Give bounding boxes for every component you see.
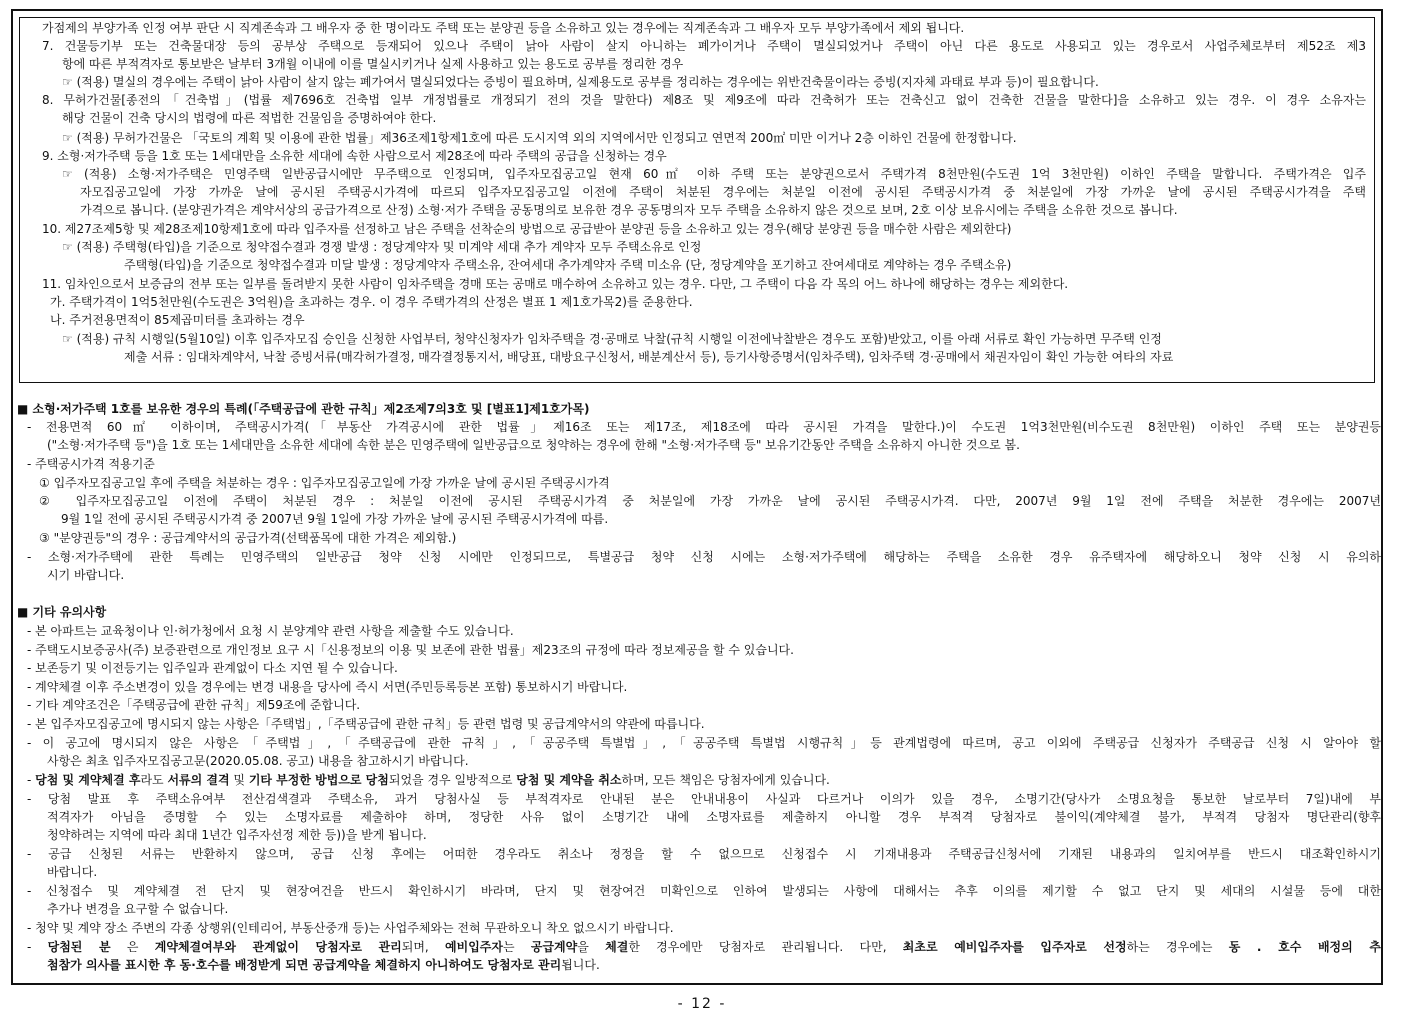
bold-run: 예비입주자 (445, 940, 503, 954)
note-line: - 주택도시보증공사(주) 보증관련으로 개인정보 요구 시「신용정보의 이용 및 보존에 관한 법률」제23조의 규정에 따라 정보제공을 할 수 있습니다. (27, 643, 794, 657)
box-line: 가격으로 봅니다. (분양권가격은 계약서상의 공급가격으로 산정) 소형·저가 주택을 공동명의로 보유한 경우 공동명의자 모두 주택을 소유하지 않은 것으로 보며, 2호 이상 보유시에는 주택을 소유한 것으로 봅니다. (80, 203, 1178, 217)
text-run: 되었을 경우 일방적으로 (388, 773, 517, 787)
bold-run: 동 . 호수 배정의 추 (1228, 940, 1381, 954)
box-line: 자모집공고일에 가장 가까운 날에 공시된 주택공시가격에 따르되 입주자모집공고일 이전에 주택이 처분된 경우에는 처분일 이전에 공시된 주택공시가격 중 처분일에 가장 가까운 날에 공시된 주택공시가격을 주택 (80, 185, 1366, 199)
note-line: - 본 입주자모집공고에 명시되지 않는 사항은「주택법」,「주택공급에 관한 규칙」등 관련 법령 및 공급계약서의 약관에 따릅니다. (27, 717, 705, 731)
bold-run: 최초로 예비입주자를 입주자로 선정 (902, 940, 1127, 954)
text-run: - (27, 773, 36, 787)
bold-run: 당첨 및 계약을 취소 (516, 773, 622, 787)
note-line: 적격자가 아님을 증명할 수 있는 소명자료를 제출하야 하며, 정당한 사유 없이 소명기간 내에 소명자료를 제출하지 아니할 경우 부적격 당첨자로 불이익(계약체결 불가, 부적격 당첨자 명단관리(향후 (47, 810, 1381, 824)
box-line: 제출 서류 : 임대차계약서, 낙찰 증빙서류(매각허가결정, 매각결정통지서, 배당표, 대방요구신청서, 배분계산서 등), 등기사항증명서(임차주택), 임차주택 경·공매에서 채권자임이 확인 가능한 여타의 자료 (124, 350, 1174, 364)
text-run: 라도 (140, 773, 168, 787)
note-line: - 당첨 발표 후 주택소유여부 전산검색결과 주택소유, 과거 당첨사실 등 부적격자로 안내된 분은 안내내용이 사실과 다르거나 이의가 있을 경우, 소명기간(당사가 소명요청을 통보한 날로부터 7일)내에 부 (27, 792, 1381, 806)
bold-run: 공급계약 (530, 940, 578, 954)
box-line: ☞ (적용) 주택형(타입)을 기준으로 청약접수결과 경쟁 발생 : 정당계약자 및 미계약 세대 추가 계약자 모두 주택소유로 인정 (62, 240, 702, 254)
text-run: 되며, (401, 940, 446, 954)
text-run: 한 경우에만 당첨자로 관리됩니다. 다만, (628, 940, 903, 954)
text-run: 하는 경우에는 (1126, 940, 1229, 954)
page-frame (11, 9, 1383, 985)
note-line-bold-winner (27, 939, 1381, 955)
section-heading-small-house: ■ 소형·저가주택 1호를 보유한 경우의 특례(「주택공급에 관한 규칙」제2조제7의3호 및 [별표1]제1호가목) (17, 402, 590, 416)
section-line: 9월 1일 전에 공시된 주택공시가격 중 2007년 9월 1일에 가장 가까운 날에 공시된 주택공시가격에 따름. (61, 512, 609, 526)
text-run: 을 (577, 940, 606, 954)
note-line: - 이 공고에 명시되지 않은 사항은「주택법」,「주택공급에 관한 규칙」,「공공주택 특별법」,「공공주택 특별법 시행규칙」등 관계법령에 따르며, 공고 이외에 주택공급 신청자가 주택공급 신청 시 알아야 할 (27, 736, 1381, 750)
bold-run: 계약체결여부와 관계없이 당첨자로 관리 (154, 940, 402, 954)
note-line: - 보존등기 및 이전등기는 입주일과 관계없이 다소 지연 될 수 있습니다. (27, 661, 398, 675)
note-line: - 청약 및 계약 장소 주변의 각종 상행위(인테리어, 부동산중개 등)는 사업주체와는 전혀 무관하오니 착오 없으시기 바랍니다. (27, 921, 674, 935)
page-number: - 12 - (677, 996, 727, 1012)
text-run: 는 (503, 940, 531, 954)
box-line: 10. 제27조제5항 및 제28조제10항제1호에 따라 입주자를 선정하고 남은 주택을 선착순의 방법으로 공급받아 분양권 등을 소유하고 있는 경우(해당 분양권 등을 매수한 사람은 제외한다) (42, 222, 1012, 236)
box-line: 가점제의 부양가족 인정 여부 판단 시 직계존속과 그 배우자 중 한 명이라도 주택 또는 분양권 등을 소유하고 있는 경우에는 직계존속과 그 배우자 모두 부양가족에서 제외 됩니다. (42, 21, 965, 35)
note-line: - 기타 계약조건은「주택공급에 관한 규칙」제59조에 준합니다. (27, 698, 361, 712)
box-line: 8. 무허가건물[종전의「건축법」(법률 제7696호 건축법 일부 개정법률로 개정되기 전의 것을 말한다) 제8조 및 제9조에 따라 건축허가 또는 건축신고 없이 건축한 건물을 말한다]을 소유하고 있는 경우. 이 경우 소유자는 (42, 93, 1366, 107)
bold-run: 당첨된 분 (47, 940, 111, 954)
section-line: 시기 바랍니다. (47, 568, 125, 582)
box-line: 주택형(타입)을 기준으로 청약접수결과 미달 발생 : 정당계약자 주택소유, 잔여세대 추가계약자 주택 미소유 (단, 정당계약을 포기하고 잔여세대로 계약하는 경우 주택소유) (124, 258, 1012, 272)
note-line: 추가나 변경을 요구할 수 없습니다. (47, 902, 229, 916)
box-line: ☞ (적용) 무허가건물은 「국토의 계획 및 이용에 관한 법률」제36조제1항제1호에 따른 도시지역 외의 지역에서만 인정되고 연면적 200㎡ 미만 이거나 2층 이하인 건물에 한정합니다. (62, 131, 1017, 145)
box-line: 해당 건물이 건축 당시의 법령에 따른 적법한 건물임을 증명하여야 한다. (62, 111, 437, 125)
text-run: 됩니다. (561, 958, 600, 972)
bold-run: 체결 (605, 940, 629, 954)
criteria-box (19, 17, 1375, 383)
bold-run: 당첨 및 계약체결 후 (35, 773, 141, 787)
section-heading-other-notes: ■ 기타 유의사항 (17, 605, 107, 619)
bold-run: 기타 부정한 방법으로 당첨 (248, 773, 389, 787)
note-line: 사항은 최초 입주자모집공고문(2020.05.08. 공고) 내용을 참고하시기 바랍니다. (47, 754, 469, 768)
note-line: 청약하려는 지역에 따라 최대 1년간 입주자선정 제한 등))을 받게 됩니다. (47, 828, 427, 842)
note-line: - 본 아파트는 교육청이나 인·허가청에서 요청 시 분양계약 관련 사항을 제출할 수도 있습니다. (27, 624, 514, 638)
box-line: ☞ (적용) 규칙 시행일(5월10일) 이후 입주자모집 승인을 신청한 사업부터, 청약신청자가 임차주택을 경·공매로 낙찰(규칙 시행일 이전에낙찰받은 경우도 포함)받았고, 이를 아래 서류로 확인 가능하면 무주택 인정 (62, 332, 1162, 346)
note-line: - 공급 신청된 서류는 반환하지 않으며, 공급 신청 후에는 어떠한 경우라도 취소나 정정을 할 수 없으므로 신청접수 시 기재내용과 주택공급신청서에 기재된 내용과의 일치여부를 반드시 대조확인하시기 (27, 847, 1381, 861)
section-line: ① 입주자모집공고일 후에 주택을 처분하는 경우 : 입주자모집공고일에 가장 가까운 날에 공시된 주택공시가격 (39, 476, 610, 490)
box-line: ☞ (적용) 멸실의 경우에는 주택이 낡아 사람이 살지 않는 폐가여서 멸실되었다는 증빙이 필요하며, 실제용도로 공부를 정리하는 경우에는 위반건축물이라는 증빙(지자체 과태료 부과 등)이 필요합니다. (62, 75, 1099, 89)
note-line-bold-cancel (27, 772, 830, 788)
note-line: - 계약체결 이후 주소변경이 있을 경우에는 변경 내용을 당사에 즉시 서면(주민등록등본 포함) 통보하시기 바랍니다. (27, 680, 628, 694)
text-run: 및 (229, 773, 249, 787)
text-run: - (27, 940, 48, 954)
bold-run: 첨참가 의사를 표시한 후 동·호수를 배정받게 되면 공급계약을 체결하지 아니하여도 당첨자로 관리 (47, 958, 562, 972)
box-line: 나. 주거전용면적이 85제곱미터를 초과하는 경우 (50, 313, 305, 327)
note-line-bold-winner-cont (47, 957, 600, 973)
box-line: 7. 건물등기부 또는 건축물대장 등의 공부상 주택으로 등재되어 있으나 주택이 낡아 사람이 살지 아니하는 폐가이거나 주택이 멸실되었거나 주택이 아닌 다른 용도로 사용되고 있는 경우로서 사업주체로부터 제52조 제3 (42, 39, 1366, 53)
bold-run: 서류의 결격 (167, 773, 230, 787)
box-line: 항에 따른 부적격자로 통보받은 날부터 3개월 이내에 이를 멸실시키거나 실제 사용하고 있는 용도로 공부를 정리한 경우 (62, 57, 684, 71)
text-run: 하며, 모든 책임은 당첨자에게 있습니다. (621, 773, 830, 787)
box-line: 9. 소형·저가주택 등을 1호 또는 1세대만을 소유한 세대에 속한 사람으로서 제28조에 따라 주택의 공급을 신청하는 경우 (42, 149, 667, 163)
note-line: 바랍니다. (47, 865, 98, 879)
section-line: - 전용면적 60㎡ 이하이며, 주택공시가격(「부동산 가격공시에 관한 법률」제16조 또는 제17조, 제18조에 따라 공시된 가격을 말한다.)이 수도권 1억3천만원(비수도권 8천만원) 이하인 주택 또는 분양권등 (27, 420, 1381, 434)
section-line: ("소형·저가주택 등")을 1호 또는 1세대만을 소유한 세대에 속한 분은 민영주택에 일반공급으로 청약하는 경우에 한해 "소형·저가주택 등" 보유기간동안 주택을 소유하지 아니한 것으로 봄. (47, 438, 1020, 452)
note-line: - 신청접수 및 계약체결 전 단지 및 현장여건을 반드시 확인하시기 바라며, 단지 및 현장여건 미확인으로 인하여 발생되는 사항에 대해서는 추후 이의를 제기할 수 없고 단지 및 세대의 시설물 등에 대한 (27, 884, 1381, 898)
section-line: - 주택공시가격 적용기준 (27, 457, 155, 471)
section-line: ② 입주자모집공고일 이전에 주택이 처분된 경우 : 처분일 이전에 공시된 주택공시가격 중 처분일에 가장 가까운 날에 공시된 주택공시가격. 다만, 2007년 9월 1일 전에 주택을 처분한 경우에는 2007년 (39, 494, 1381, 508)
box-line: 11. 임차인으로서 보증금의 전부 또는 일부를 돌려받지 못한 사람이 임차주택을 경매 또는 공매로 매수하여 소유하고 있는 경우. 다만, 그 주택이 다음 각 목의 어느 하나에 해당하는 경우는 제외한다. (42, 277, 1069, 291)
box-line: ☞ (적용) 소형·저가주택은 민영주택 일반공급시에만 무주택으로 인정되며, 입주자모집공고일 현재 60㎡ 이하 주택 또는 분양권으로서 주택가격 8천만원(수도권 1억 3천만원) 이하인 주택을 말합니다. 주택가격은 입주 (62, 167, 1366, 181)
section-line: - 소형·저가주택에 관한 특례는 민영주택의 일반공급 청약 신청 시에만 인정되므로, 특별공급 청약 신청 시에는 소형·저가주택에 해당하는 주택을 소유한 경우 유주택자에 해당하오니 청약 신청 시 유의하 (27, 550, 1381, 564)
text-run: 은 (110, 940, 155, 954)
box-line: 가. 주택가격이 1억5천만원(수도권은 3억원)을 초과하는 경우. 이 경우 주택가격의 산정은 별표 1 제1호가목2)를 준용한다. (50, 295, 693, 309)
section-line: ③ "분양권등"의 경우 : 공급계약서의 공급가격(선택품목에 대한 가격은 제외함.) (39, 531, 457, 545)
